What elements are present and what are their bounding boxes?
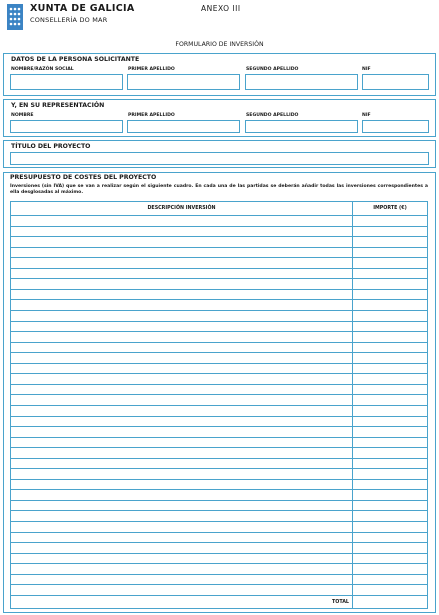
annex-label: ANEXO III bbox=[201, 4, 241, 13]
table-row-line bbox=[11, 426, 427, 427]
table-row-line bbox=[11, 236, 427, 237]
page-header bbox=[0, 0, 439, 38]
table-row-line bbox=[11, 268, 427, 269]
table-row-line bbox=[11, 321, 427, 322]
table-row-line bbox=[11, 458, 427, 459]
table-row-line bbox=[11, 574, 427, 575]
table-row-line bbox=[11, 342, 427, 343]
applicant-section bbox=[3, 53, 436, 96]
form-title: FORMULARIO DE INVERSIÓN bbox=[175, 41, 264, 48]
representative-nif-label: NIF bbox=[362, 113, 371, 118]
applicant-name-label: NOMBRE/RAZÓN SOCIAL bbox=[11, 67, 74, 72]
column-header-description: DESCRIPCIÓN INVERSIÓN bbox=[147, 206, 216, 211]
applicant-first-surname-label: PRIMER APELLIDO bbox=[128, 67, 175, 72]
applicant-first-surname-field[interactable] bbox=[127, 74, 240, 90]
table-row-line bbox=[11, 584, 427, 585]
org-name: XUNTA DE GALICIA bbox=[30, 3, 135, 14]
representative-section-title: Y, EN SU REPRESENTACIÓN bbox=[11, 102, 105, 109]
budget-description: Inversiones (sin IVA) que se van a realizar según el siguiente cuadro. En cada una de las partidas se deberán añadir todas las inversiones correspondientes a ella desglosadas al máximo. bbox=[10, 184, 428, 196]
table-row-line bbox=[11, 226, 427, 227]
applicant-nif-label: NIF bbox=[362, 67, 371, 72]
project-section-title: TÍTULO DEL PROYECTO bbox=[11, 143, 91, 150]
table-row-line bbox=[11, 405, 427, 406]
table-row-line bbox=[11, 510, 427, 511]
xunta-logo-icon bbox=[7, 4, 23, 30]
table-row-line bbox=[11, 489, 427, 490]
representative-first-surname-label: PRIMER APELLIDO bbox=[128, 113, 175, 118]
table-row-line bbox=[11, 373, 427, 374]
applicant-second-surname-field[interactable] bbox=[245, 74, 358, 90]
project-title-field[interactable] bbox=[10, 152, 429, 165]
table-row-line bbox=[11, 532, 427, 533]
representative-name-label: NOMBRE bbox=[11, 113, 34, 118]
project-section bbox=[3, 140, 436, 168]
table-row-line bbox=[11, 299, 427, 300]
applicant-name-field[interactable] bbox=[10, 74, 123, 90]
column-header-amount: IMPORTE (€) bbox=[373, 206, 407, 211]
representative-first-surname-field[interactable] bbox=[127, 120, 240, 133]
table-row-line bbox=[11, 257, 427, 258]
table-row-line bbox=[11, 595, 427, 596]
representative-second-surname-label: SEGUNDO APELLIDO bbox=[246, 113, 299, 118]
table-row-line bbox=[11, 468, 427, 469]
representative-nif-field[interactable] bbox=[362, 120, 429, 133]
table-row-line bbox=[11, 553, 427, 554]
table-row-line bbox=[11, 542, 427, 543]
representative-section bbox=[3, 99, 436, 137]
table-row-line bbox=[11, 394, 427, 395]
applicant-section-title: DATOS DE LA PERSONA SOLICITANTE bbox=[11, 56, 140, 63]
table-row-line bbox=[11, 563, 427, 564]
total-label: TOTAL bbox=[331, 600, 349, 605]
table-row-line bbox=[11, 278, 427, 279]
table-row-line bbox=[11, 331, 427, 332]
table-row-line bbox=[11, 521, 427, 522]
applicant-second-surname-label: SEGUNDO APELLIDO bbox=[246, 67, 299, 72]
table-row-line bbox=[11, 215, 427, 216]
org-department: CONSELLERÍA DO MAR bbox=[30, 16, 108, 24]
budget-section-title: PRESUPUESTO DE COSTES DEL PROYECTO bbox=[10, 174, 157, 181]
applicant-nif-field[interactable] bbox=[362, 74, 429, 90]
table-row-line bbox=[11, 352, 427, 353]
representative-name-field[interactable] bbox=[10, 120, 123, 133]
table-row-line bbox=[11, 416, 427, 417]
budget-table bbox=[10, 201, 428, 609]
table-row-line bbox=[11, 363, 427, 364]
table-row-line bbox=[11, 500, 427, 501]
table-row-line bbox=[11, 247, 427, 248]
table-row-line bbox=[11, 447, 427, 448]
representative-second-surname-field[interactable] bbox=[245, 120, 358, 133]
table-row-line bbox=[11, 310, 427, 311]
table-row-line bbox=[11, 479, 427, 480]
table-row-line bbox=[11, 384, 427, 385]
table-row-line bbox=[11, 437, 427, 438]
table-row-line bbox=[11, 289, 427, 290]
